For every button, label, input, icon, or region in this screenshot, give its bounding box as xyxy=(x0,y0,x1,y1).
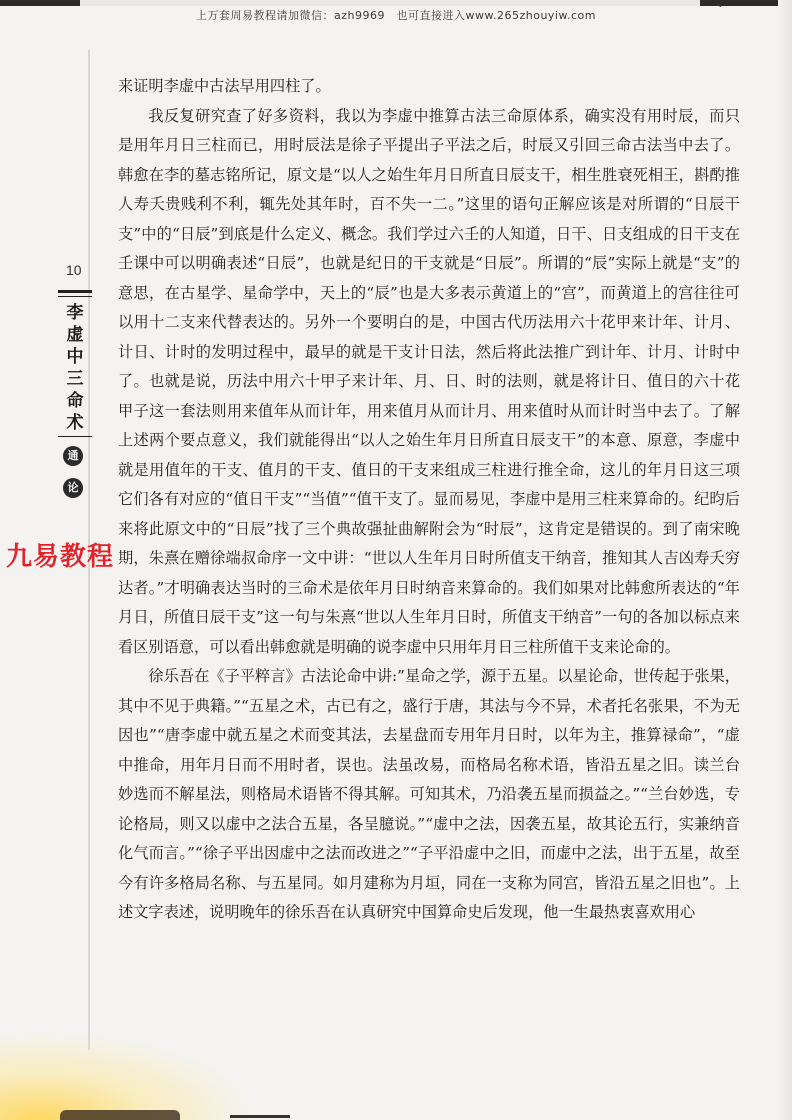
section-badge-tong: 通 xyxy=(63,446,83,466)
book-title-vertical xyxy=(58,302,92,434)
side-rule-thick xyxy=(58,290,92,293)
book-title-char: 命 xyxy=(66,391,84,411)
corner-mark: · xyxy=(718,0,722,13)
scan-right-edge xyxy=(778,0,792,1120)
scan-light-flare xyxy=(0,1030,260,1120)
book-title-char: 三 xyxy=(66,369,84,389)
body-text xyxy=(118,72,740,928)
scan-top-edge xyxy=(0,0,792,6)
side-rule-bottom xyxy=(58,436,92,437)
scan-bottom-mark xyxy=(230,1115,290,1118)
side-rule-thin xyxy=(58,296,92,297)
header-banner: 上万套周易教程请加微信：azh9969 也可直接进入www.265zhouyiw.com xyxy=(196,9,596,22)
section-badge-lun: 论 xyxy=(63,478,83,498)
book-title-char: 术 xyxy=(66,413,84,433)
paragraph: 徐乐吾在《子平粹言》古法论命中讲:”星命之学，源于五星。以星论命，世传起于张果，其中不见于典籍。”“五星之术，古已有之，盛行于唐，其法与今不异，术者托名张果，不为无因也”“唐李虚中就五星之术而变其法，去星盘而专用年月日时，以年为主，推算禄命”，“虚中推命，用年月日而不用时者，误也。法虽改易，而格局名称术语，皆沿五星之旧。读兰台妙选而不解星法，则格局术语皆不得其解。可知其术，乃沿袭五星而损益之。”“兰台妙选，专论格局，则又以虚中之法合五星，各呈臆说。”“虚中之法，因袭五星，故其论五行，实兼纳音化气而言。”“徐子平出因虚中之法而改进之”“子平沿虚中之旧，而虚中之法，出于五星，故至今有许多格局名称、与五星同。如月建称为月垣，同在一支称为同宫，皆沿五星之旧也”。上述文字表述，说明晚年的徐乐吾在认真研究中国算命史后发现，他一生最热衷喜欢用心 xyxy=(118,667,740,921)
book-title-char: 虚 xyxy=(66,325,84,345)
paragraph: 我反复研究查了好多资料，我以为李虚中推算古法三命原体系，确实没有用时辰，而只是用年月日三柱而已，用时辰法是徐子平提出子平法之后，时辰又引回三命古法当中去了。韩愈在李的墓志铭所记，原文是“以人之始生年月日所直日辰支干，相生胜衰死相王，斟酌推人寿夭贵贱利不利，辄先处其年时，百不失一二。”这里的语句正解应该是对所谓的“日辰干支”中的“日辰”到底是什么定义、概念。我们学过六壬的人知道，日干、日支组成的日干支在壬课中可以明确表述“日辰”，也就是纪日的干支就是“日辰”。所谓的“辰”实际上就是“支”的意思，在古星学、星命学中，天上的“辰”也是大多表示黄道上的“宫”，而黄道上的宫往往可以用十二支来代替表达的。另外一个要明白的是，中国古代历法用六十花甲来计年、计月、计日、计时的发明过程中，最早的就是干支计日法，然后将此法推广到计年、计月、计时中了。也就是说，历法中用六十甲子来计年、月、日、时的法则，就是将计日、值日的六十花甲子这一套法则用来值年从而计年，用来值月从而计月、用来值时从而计时当中去了。了解上述两个要点意义，我们就能得出“以人之始生年月日所直日辰支干”的本意、原意，李虚中就是用值年的干支、值月的干支、值日的干支来组成三柱进行推全命，这儿的年月日这三项它们各有对应的“值日干支”“当值”“值干支了。显而易见，李虚中是用三柱来算命的。纪昀后来将此原文中的“日辰”找了三个典故强扯曲解附会为“时辰”，这肯定是错误的。到了南宋晚期，朱熹在赠徐端叔命序一文中讲：“世以人生年月日时所值支干纳音，推知其人吉凶寿夭穷达者。”才明确表达当时的三命术是依年月日时纳音来算命的。我们如果对比韩愈所表达的“年月日，所值日辰干支”这一句与朱熹“世以人生年月日时，所值支干纳音”一句的各加以标点来看区别语意，可以看出韩愈就是明确的说李虚中只用年月日三柱所值干支来论命的。 xyxy=(118,106,740,656)
watermark-logo: 九易教程 xyxy=(6,542,115,572)
paragraph-continuation: 来证明李虚中古法早用四柱了。 xyxy=(118,77,331,95)
book-title-char: 中 xyxy=(66,347,84,367)
page-number: 10 xyxy=(66,262,82,278)
scan-bottom-shadow xyxy=(60,1110,180,1120)
book-title-char: 李 xyxy=(66,303,84,323)
